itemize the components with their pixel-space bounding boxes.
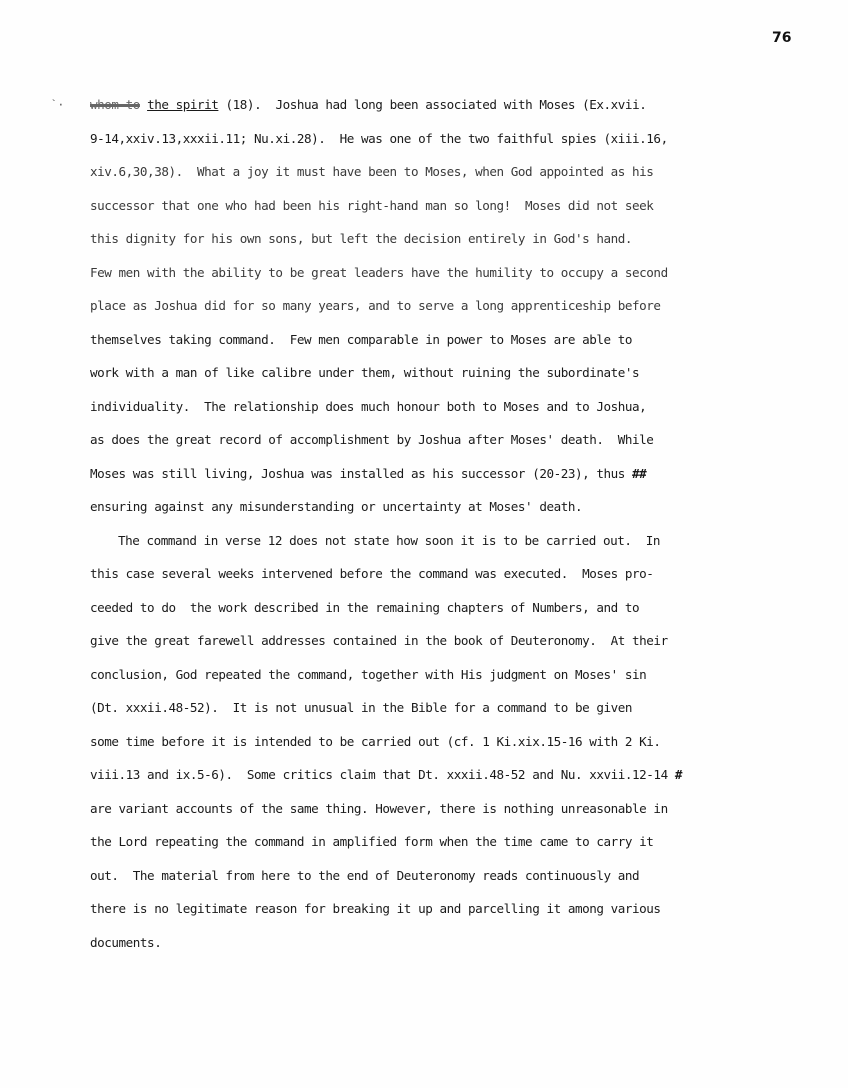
text-segment: viii.13 and ix.5-6). Some critics claim that Dt. xxxii.48-52 and Nu. xxvii.12-14	[90, 767, 675, 782]
text-line: Few men with the ability to be great leaders have the humility to occupy a second	[90, 264, 668, 280]
struck-text: whom to	[90, 97, 140, 112]
text-line: conclusion, God repeated the command, together with His judgment on Moses' sin	[90, 666, 647, 682]
text-line: (Dt. xxxii.48-52). It is not unusual in the Bible for a command to be given	[90, 700, 633, 715]
text-line: documents.	[90, 934, 162, 950]
underlined-text: the spirit	[147, 97, 219, 112]
handwritten-scribble: ##	[632, 465, 647, 481]
text-line: are variant accounts of the same thing. However, there is nothing unreasonable in	[90, 800, 668, 816]
text-line: individuality. The relationship does much honour both to Moses and to Joshua,	[90, 398, 647, 414]
text-line: place as Joshua did for so many years, and to serve a long apprenticeship before	[90, 298, 661, 313]
text-line	[90, 92, 790, 126]
paragraph-2	[90, 528, 790, 964]
text-segment: (18). Joshua had long been associated with Moses (Ex.xvii.	[218, 97, 647, 112]
text-line: successor that one who had been his right-hand man so long! Moses did not seek	[90, 197, 654, 213]
text-line: the Lord repeating the command in amplified form when the time came to carry it	[90, 834, 654, 849]
text-segment: Moses was still living, Joshua was installed as his successor (20-23), thus	[90, 465, 633, 481]
text-line: as does the great record of accomplishment by Joshua after Moses' death. While	[90, 432, 654, 447]
text-line	[90, 762, 790, 796]
text-line: ensuring against any misunderstanding or uncertainty at Moses' death.	[90, 499, 583, 514]
text-line: themselves taking command. Few men comparable in power to Moses are able to	[90, 331, 633, 347]
text-line: this case several weeks intervened before the command was executed. Moses pro-	[90, 566, 654, 581]
text-line	[90, 461, 790, 495]
page-number: 76	[772, 30, 792, 46]
handwritten-scribble: #	[674, 767, 682, 782]
body-text	[90, 92, 790, 963]
text-line: work with a man of like calibre under them, without ruining the subordinate's	[90, 365, 640, 380]
text-line: xiv.6,30,38). What a joy it must have been to Moses, when God appointed as his	[90, 164, 654, 179]
text-line: ceeded to do the work described in the remaining chapters of Numbers, and to	[90, 599, 640, 615]
stray-mark: `·	[50, 98, 65, 112]
text-line: some time before it is intended to be carried out (cf. 1 Ki.xix.15-16 with 2 Ki.	[90, 733, 661, 749]
text-line: The command in verse 12 does not state how soon it is to be carried out. In	[118, 532, 661, 548]
text-line: this dignity for his own sons, but left the decision entirely in God's hand.	[90, 231, 633, 246]
paragraph-1	[90, 92, 790, 528]
text-line: there is no legitimate reason for breaking it up and parcelling it among various	[90, 901, 661, 916]
text-line: out. The material from here to the end of Deuteronomy reads continuously and	[90, 867, 640, 883]
text-line: give the great farewell addresses contained in the book of Deuteronomy. At their	[90, 633, 668, 648]
text-line: 9-14,xxiv.13,xxxii.11; Nu.xi.28). He was one of the two faithful spies (xiii.16,	[90, 130, 668, 146]
